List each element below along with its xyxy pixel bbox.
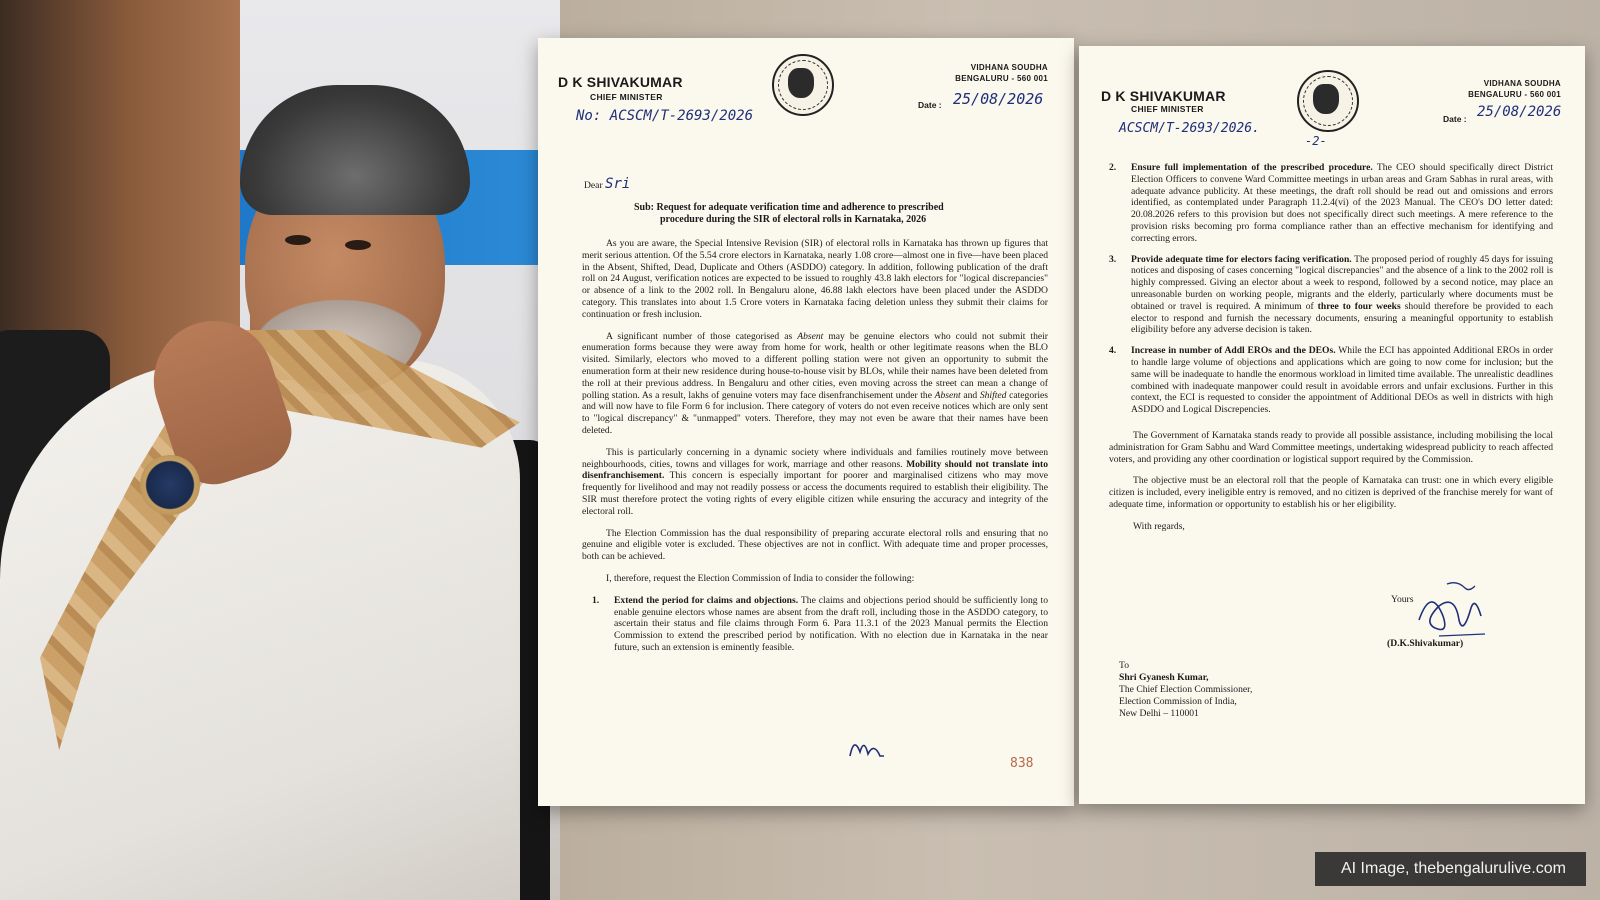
- letter-body-page-1: [582, 238, 1048, 663]
- letter-page-1: [538, 38, 1074, 806]
- date-label: Date :: [1443, 114, 1467, 124]
- paragraph: A significant number of those categorised as Absent may be genuine electors who could not submit their enumeration forms because they were away from home for work, health or other legitimate reasons when the BLO visited. Similarly, electors who moved to a different polling station were not given an opportunity to submit the enumeration form at their new residence during house-to-house visit by BLOs, while their names have been deleted from the roll at their previous address. In Bengaluru and other cities, even moving across the street can mean a change of polling station. As a result, lakhs of genuine voters may face disenfranchisement under the Absent and Shifted categories and will now have to file Form 6 for inclusion. There category of voters do not even receive notices which are only sent to "logical discrepancy" & "unmapped" voters. Therefore, they may not even be aware that their names have been deleted.: [582, 330, 1048, 436]
- paragraph: The Government of Karnataka stands ready to provide all possible assistance, including mobilising the local administration for Gram Sabhu and Ward Committee meetings, undertaking widespread publicity to reach affected voters, and providing any other coordination or logistical support required by the Commission.: [1109, 429, 1553, 465]
- signatory-name: (D.K.Shivakumar): [1387, 638, 1464, 649]
- government-seal-icon: [772, 54, 834, 116]
- image-credit-caption: AI Image, thebengalurulive.com: [1315, 852, 1586, 886]
- signature: [1409, 576, 1489, 646]
- letterhead-address: VIDHANA SOUDHA BENGALURU - 560 001: [1468, 79, 1561, 99]
- letter-body-page-2: [1109, 162, 1553, 543]
- salutation: Dear Sri: [584, 176, 631, 192]
- yours-label: Yours: [1391, 594, 1414, 605]
- paragraph: The Election Commission has the dual responsibility of preparing accurate electoral rolls and ensuring that no genuine and eligible voter is excluded. These objectives are not in conflict. With adequate time and proper processes, both can be achieved.: [582, 527, 1048, 563]
- closing-regards: With regards,: [1133, 520, 1185, 532]
- wrist-watch-icon: [140, 455, 200, 515]
- request-item-4: 4. Increase in number of Addl EROs and the DEOs. While the ECI has appointed Additional EROs in order to handle large volume of objections and applications which are going to now come for inclusion; but the same will be inadequate to handle the enormous workload in limited time available. The unrealistic deadlines combined with inadequate manpower could result in avoidable errors and unfair exclusions. Further in this context, the ECI is requested to consider the appointment of Additional DEOs as well in districts with high ASDDO and Logical Discrepencies.: [1109, 345, 1554, 416]
- reference-number: No: ACSCM/T-2693/2026: [576, 108, 754, 124]
- page-number: -2-: [1305, 134, 1327, 148]
- recipient-address: To Shri Gyanesh Kumar, The Chief Election Commissioner, Election Commission of India, New Delhi – 110001: [1119, 660, 1253, 719]
- letterhead-name: D K SHIVAKUMAR: [1101, 88, 1226, 104]
- initials-signature: [846, 732, 886, 762]
- date-label: Date :: [918, 100, 942, 110]
- letterhead-name: D K SHIVAKUMAR: [558, 74, 683, 90]
- letter-page-2: [1079, 46, 1585, 804]
- stamp-number: 838: [1010, 756, 1034, 771]
- paragraph: The objective must be an electoral roll that the people of Karnataka can trust: one in which every eligible citizen is included, every ineligible entry is removed, and no citizen is deprived of the franchise merely for want of adequate time, information or opportunity to establish his or her eligibility.: [1109, 475, 1553, 510]
- reference-number: ACSCM/T-2693/2026.: [1119, 121, 1260, 136]
- request-item-1: 1. Extend the period for claims and objections. The claims and objections period should be sufficiently long to enable genuine electors whose names are absent from the draft roll, including those in the ASDDO category, to ascertain their status and file claims through Form 6. Para 11.3.1 of the 2023 Manual permits the Election Commission to extend the prescribed period by notification. With no election due in Karnataka in the near future, such an extension is eminently feasible.: [592, 594, 1048, 653]
- background-photo: [0, 0, 560, 900]
- letterhead-role: CHIEF MINISTER: [590, 92, 663, 102]
- paragraph: This is particularly concerning in a dynamic society where individuals and families routinely move between neighbourhoods, cities, towns and villages for work, marriage and other reasons. Mobility should not translate into disenfranchisement. This concern is especially important for poorer and marginalised citizens who may move frequently for livelihood and may not readily possess or access the documents required to establish their eligibility. The SIR must therefore protect the voting rights of every eligible citizen while ensuring the accuracy and integrity of the electoral roll.: [582, 446, 1049, 517]
- government-seal-icon: [1297, 70, 1359, 132]
- request-item-3: 3. Provide adequate time for electors facing verification. The proposed period of roughly 45 days for issuing notices and disposing of cases concerning "logical discrepancies" and the absence of a link to the 2002 roll is highly compressed. Giving an elector about a week to respond, followed by a second notice, may place an unreasonable burden on working people, migrants and the elderly, particularly where documents must be obtained or travel is required. A minimum of three to four weeks should therefore be provided to each elector to respond and furnish the necessary documents, ensuring a meaningful opportunity to establish eligibility before any adverse decision is taken.: [1109, 253, 1553, 336]
- handwritten-date: 25/08/2026: [953, 90, 1044, 108]
- paragraph: I, therefore, request the Election Commission of India to consider the following:: [606, 572, 915, 584]
- letterhead-address: VIDHANA SOUDHA BENGALURU - 560 001: [955, 63, 1048, 83]
- letterhead-role: CHIEF MINISTER: [1131, 104, 1204, 114]
- handwritten-date: 25/08/2026: [1477, 104, 1562, 120]
- subject: Sub: Request for adequate verification time and adherence to prescribed procedure during the SIR of electoral rolls in Karnataka, 2026: [634, 202, 944, 225]
- paragraph: As you are aware, the Special Intensive Revision (SIR) of electoral rolls in Karnataka has thrown up figures that merit serious attention. Of the 5.54 crore electors in Karnataka, nearly 1.08 crore—almost one in five—have been placed in the Absent, Shifted, Dead, Duplicate and Others (ASDDO) category. In addition, following publication of the draft roll on 24 August, verification notices are expected to be issued to roughly 43.8 lakh electors for "logical discrepancies" or absence of a link to the 2002 roll. In Bengaluru alone, 46.88 lakh electors have been placed under the ASDDO category. This translates into about 1.5 Crore voters in Karnataka facing deletion unless they submit their claims for continuation or fresh inclusion.: [582, 238, 1048, 320]
- request-item-2: 2. Ensure full implementation of the prescribed procedure. The CEO should specifically direct District Election Officers to convene Ward Committee meetings in urban areas and Gram Sabhas in rural areas, with adequate advance publicity. At these meetings, the draft roll should be read out and omissions and errors identified, as contemplated under Paragraph 11.2.4(vi) of the 2023 Manual. The CEO's DO letter dated: 20.08.2026 refers to this provision but does not specifically direct such meetings. A mere reference to the provision risks becoming pro forma compliance rather than an effective mechanism for identifying and correcting errors.: [1109, 162, 1553, 244]
